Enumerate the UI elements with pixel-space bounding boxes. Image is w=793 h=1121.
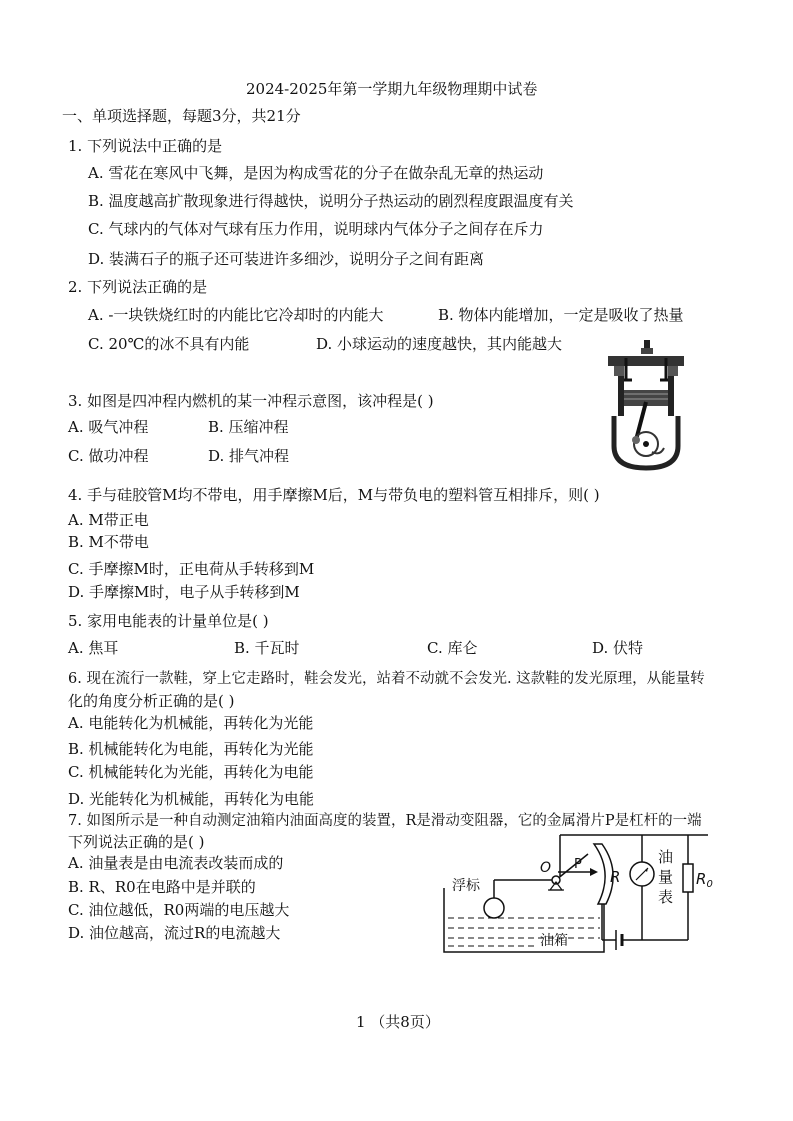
question-2-option-d: D. 小球运动的速度越快，其内能越大: [316, 335, 563, 353]
question-6-option-c: C. 机械能转化为光能，再转化为电能: [68, 763, 314, 781]
question-2-option-a: A. -一块铁烧红时的内能比它冷却时的内能大: [88, 306, 384, 324]
question-1-option-b: B. 温度越高扩散现象进行得越快，说明分子热运动的剧烈程度跟温度有关: [88, 192, 574, 210]
question-7-option-c: C. 油位越低，R0两端的电压越大: [68, 901, 290, 919]
question-6-stem-line2: 化的角度分析正确的是( ): [68, 692, 235, 710]
tank-label: 油箱: [540, 933, 568, 949]
r0-label: R: [696, 870, 707, 888]
meter-label-1: 油: [658, 848, 674, 866]
question-5-option-a: A. 焦耳: [68, 639, 119, 657]
page-number: 1 （共8页）: [356, 1013, 440, 1031]
question-4-option-b: B. M不带电: [68, 533, 149, 551]
question-6-option-d: D. 光能转化为机械能，再转化为电能: [68, 790, 315, 808]
question-5-option-b: B. 千瓦时: [234, 639, 300, 657]
question-4-option-a: A. M带正电: [68, 511, 149, 529]
question-5-stem: 5. 家用电能表的计量单位是( ): [68, 612, 269, 630]
question-1-option-a: A. 雪花在寒风中飞舞，是因为构成雪花的分子在做杂乱无章的热运动: [88, 164, 544, 182]
question-3-stem: 3. 如图是四冲程内燃机的某一冲程示意图，该冲程是( ): [68, 392, 434, 410]
question-1-option-d: D. 装满石子的瓶子还可装进许多细沙，说明分子之间有距离: [88, 250, 485, 268]
engine-stroke-figure: [600, 336, 692, 476]
question-7-option-d: D. 油位越高，流过R的电流越大: [68, 924, 281, 942]
rheostat-label: R: [610, 868, 621, 886]
oil-gauge-circuit-figure: [438, 832, 728, 956]
question-2-stem: 2. 下列说法正确的是: [68, 278, 208, 296]
slider-label: P: [574, 857, 582, 872]
question-4-option-d: D. 手摩擦M时，电子从手转移到M: [68, 583, 300, 601]
question-3-option-d: D. 排气冲程: [208, 447, 290, 465]
question-4-option-c: C. 手摩擦M时，正电荷从手转移到M: [68, 560, 315, 578]
meter-label-3: 表: [658, 888, 674, 906]
question-2-option-c: C. 20℃的冰不具有内能: [88, 335, 250, 353]
meter-label-2: 量: [658, 868, 674, 886]
float-label: 浮标: [452, 878, 480, 894]
question-1-option-c: C. 气球内的气体对气球有压力作用，说明球内气体分子之间存在斥力: [88, 220, 544, 238]
pivot-label: O: [540, 860, 552, 876]
question-7-option-b: B. R、R0在电路中是并联的: [68, 878, 256, 896]
section-heading: 一、单项选择题，每题3分，共21分: [62, 107, 301, 125]
question-2-option-b: B. 物体内能增加，一定是吸收了热量: [438, 306, 684, 324]
question-6-option-a: A. 电能转化为机械能，再转化为光能: [68, 714, 314, 732]
question-7-option-a: A. 油量表是由电流表改装而成的: [68, 854, 284, 872]
page-title: 2024-2025年第一学期九年级物理期中试卷: [246, 80, 538, 98]
svg-text:R0: [696, 870, 713, 890]
question-6-option-b: B. 机械能转化为电能，再转化为光能: [68, 740, 314, 758]
question-5-option-c: C. 库仑: [427, 639, 478, 657]
question-7-stem-line1: 7. 如图所示是一种自动测定油箱内油面高度的装置，R是滑动变阻器，它的金属滑片P是杠杆的一端: [68, 813, 702, 829]
question-3-option-b: B. 压缩冲程: [208, 418, 289, 436]
question-6-stem-line1: 6. 现在流行一款鞋，穿上它走路时，鞋会发光，站着不动就不会发光. 这款鞋的发光原理，从能量转: [68, 671, 705, 687]
question-3-option-c: C. 做功冲程: [68, 447, 149, 465]
r0-subscript: 0: [706, 879, 713, 890]
question-1-stem: 1. 下列说法中正确的是: [68, 137, 223, 155]
question-5-option-d: D. 伏特: [592, 639, 644, 657]
question-3-option-a: A. 吸气冲程: [68, 418, 149, 436]
question-4-stem: 4. 手与硅胶管M均不带电，用手摩擦M后，M与带负电的塑料管互相排斥，则( ): [68, 486, 600, 504]
question-7-stem-line2: 下列说法正确的是( ): [68, 833, 205, 851]
